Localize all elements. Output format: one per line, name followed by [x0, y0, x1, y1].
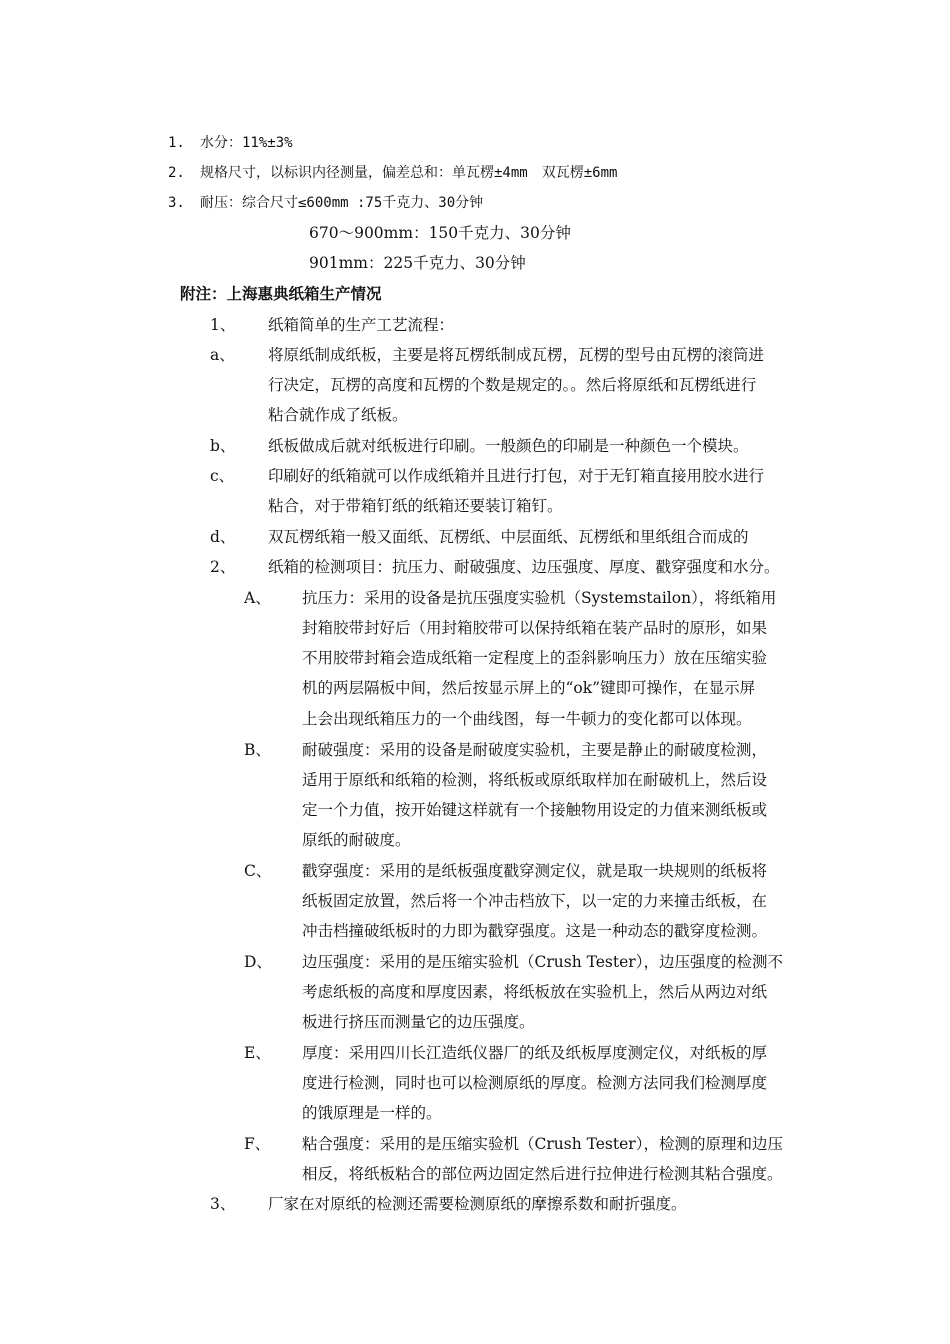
section-2-number: 2、	[210, 558, 236, 576]
item-D-line: 考虑纸板的高度和厚度因素，将纸板放在实验机上，然后从两边对纸	[302, 983, 768, 1001]
item-A-line: 抗压力：采用的设备是抗压强度实验机（Systemstailon），将纸箱用	[302, 589, 777, 607]
item-D-line: 板进行挤压而测量它的边压强度。	[302, 1013, 535, 1031]
item-E-line: 的饿原理是一样的。	[302, 1104, 442, 1122]
item-a-line: 粘合就作成了纸板。	[268, 406, 408, 424]
section-3-text: 厂家在对原纸的检测还需要检测原纸的摩擦系数和耐折强度。	[268, 1195, 687, 1213]
item-a-label: a、	[210, 346, 235, 364]
item-c-line: 印刷好的纸箱就可以作成纸箱并且进行打包，对于无钉箱直接用胶水进行	[268, 467, 765, 485]
item-E-line: 度进行检测，同时也可以检测原纸的厚度。检测方法同我们检测厚度	[302, 1074, 768, 1092]
section-3-number: 3、	[210, 1195, 236, 1213]
item-d-line: 双瓦楞纸箱一般又面纸、瓦楞纸、中层面纸、瓦楞纸和里纸组合而成的	[268, 528, 749, 546]
section-1-number: 1、	[210, 316, 236, 334]
item-F-line: 相反，将纸板粘合的部位两边固定然后进行拉伸进行检测其粘合强度。	[302, 1165, 783, 1183]
item-b-label: b、	[210, 437, 236, 455]
item-a-line: 将原纸制成纸板，主要是将瓦楞纸制成瓦楞，瓦楞的型号由瓦楞的滚筒进	[268, 346, 765, 364]
section-2-text: 纸箱的检测项目：抗压力、耐破强度、边压强度、厚度、戳穿强度和水分。	[268, 558, 780, 576]
spec-2-text: 规格尺寸，以标识内径测量，偏差总和：单瓦楞±4mm 双瓦楞±6mm	[200, 165, 618, 181]
item-B-line: 定一个力值，按开始键这样就有一个接触物用设定的力值来测纸板或	[302, 801, 768, 819]
item-D-label: D、	[244, 953, 272, 971]
item-c-label: c、	[210, 467, 235, 485]
item-d-label: d、	[210, 528, 236, 546]
item-B-line: 耐破强度：采用的设备是耐破度实验机，主要是静止的耐破度检测，	[302, 741, 768, 759]
item-E-label: E、	[244, 1044, 271, 1062]
item-A-line: 不用胶带封箱会造成纸箱一定程度上的歪斜影响压力）放在压缩实验	[302, 649, 768, 667]
item-C-label: C、	[244, 862, 272, 880]
item-C-line: 冲击档撞破纸板时的力即为戳穿强度。这是一种动态的戳穿度检测。	[302, 922, 768, 940]
item-A-line: 上会出现纸箱压力的一个曲线图，每一牛顿力的变化都可以体现。	[302, 710, 752, 728]
section-1-text: 纸箱简单的生产工艺流程：	[268, 316, 455, 334]
item-B-line: 原纸的耐破度。	[302, 831, 411, 849]
item-C-line: 戳穿强度：采用的是纸板强度戳穿测定仪，就是取一块规则的纸板将	[302, 862, 768, 880]
item-F-line: 粘合强度：采用的是压缩实验机（Crush Tester），检测的原理和边压	[302, 1135, 783, 1153]
item-D-line: 边压强度：采用的是压缩实验机（Crush Tester），边压强度的检测不	[302, 953, 783, 971]
spec-3-continuation: 901mm：225千克力、30分钟	[309, 254, 526, 272]
item-B-line: 适用于原纸和纸箱的检测，将纸板或原纸取样加在耐破机上，然后设	[302, 771, 768, 789]
spec-1-text: 水分：11%±3%	[200, 135, 293, 151]
item-B-label: B、	[244, 741, 271, 759]
item-C-line: 纸板固定放置，然后将一个冲击档放下，以一定的力来撞击纸板，在	[302, 892, 768, 910]
item-A-line: 封箱胶带封好后（用封箱胶带可以保持纸箱在装产品时的原形，如果	[302, 619, 768, 637]
spec-3-continuation: 670～900mm：150千克力、30分钟	[309, 224, 571, 242]
spec-1-number: 1.	[168, 135, 185, 151]
item-A-line: 机的两层隔板中间，然后按显示屏上的“ok”键即可操作，在显示屏	[302, 679, 756, 697]
appendix-title: 附注：上海惠典纸箱生产情况	[180, 284, 382, 303]
item-a-line: 行决定，瓦楞的高度和瓦楞的个数是规定的。。然后将原纸和瓦楞纸进行	[268, 376, 757, 394]
spec-2-number: 2.	[168, 165, 185, 181]
spec-3-number: 3.	[168, 195, 185, 211]
item-F-label: F、	[244, 1135, 271, 1153]
item-E-line: 厚度：采用四川长江造纸仪器厂的纸及纸板厚度测定仪，对纸板的厚	[302, 1044, 768, 1062]
item-A-label: A、	[244, 589, 271, 607]
item-c-line: 粘合，对于带箱钉纸的纸箱还要装订箱钉。	[268, 497, 563, 515]
item-b-line: 纸板做成后就对纸板进行印刷。一般颜色的印刷是一种颜色一个模块。	[268, 437, 749, 455]
spec-3-text: 耐压：综合尺寸≤600mm :75千克力、30分钟	[200, 195, 484, 211]
